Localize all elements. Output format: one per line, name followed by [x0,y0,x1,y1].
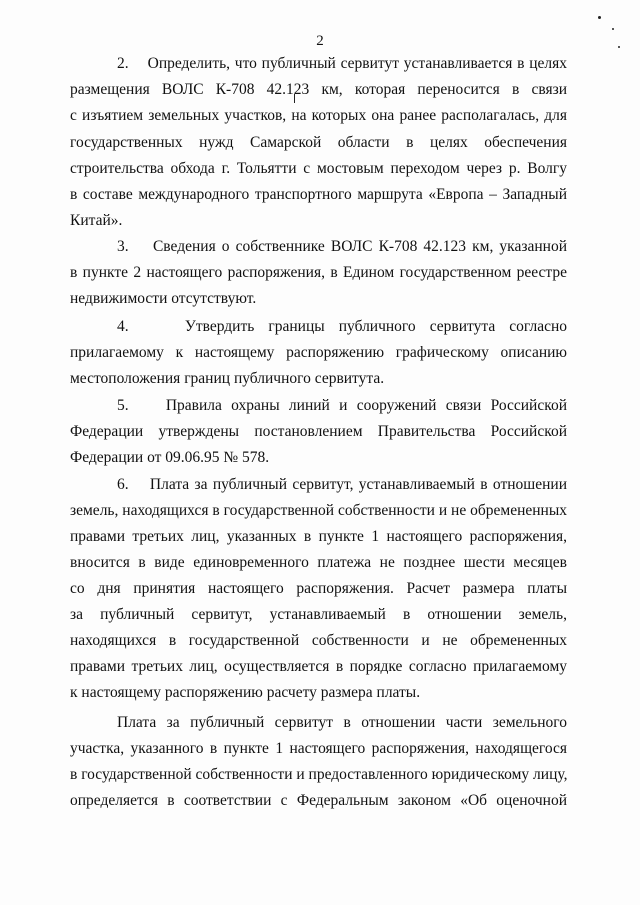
text-line: вносится в виде единовременного платежа не позднее шести месяцев [70,554,567,571]
text-line: размещения ВОЛС К-708 42.123 км, которая переносится в связи [70,81,567,98]
text-line: 4. Утвердить границы публичного сервитута согласно [117,318,567,335]
text-line: строительства обхода г. Тольятти с мостовым переходом через р. Волгу [70,160,567,177]
text-line: 2. Определить, что публичный сервитут устанавливается в целях [117,55,567,72]
text-line: определяется в соответствии с Федеральным законом «Об оценочной [70,792,567,809]
text-line: в составе международного транспортного маршрута «Европа – Западный [70,186,567,203]
text-line: правами третьих лиц, осуществляется в порядке согласно прилагаемому [70,658,567,675]
text-line: земель, находящихся в государственной собственности и не обремененных [70,502,567,519]
text-line: Китай». [70,212,123,229]
text-line: Федерации утверждены постановлением Правительства Российской [70,423,567,440]
text-line: 5. Правила охраны линий и сооружений связи Российской [117,397,567,414]
page-number: 2 [316,33,324,49]
text-line: со дня принятия настоящего распоряжения. Расчет размера платы [70,580,567,597]
text-line: находящихся в государственной собственности и не обремененных [70,632,567,649]
text-line: к настоящему распоряжению расчету размера платы. [70,684,421,701]
text-line: государственных нужд Самарской области в целях обеспечения [70,134,567,151]
text-line: за публичный сервитут, устанавливаемый в отношении земель, [70,606,567,623]
text-line: с изъятием земельных участков, на которых она ранее располагалась, для [70,107,567,124]
text-line: в государственной собственности и предоставленного юридическому лицу, [70,766,568,783]
text-line: недвижимости отсутствуют. [70,290,257,307]
text-line: правами третьих лиц, указанных в пункте 1 настоящего распоряжения, [70,528,567,545]
text-line: в пункте 2 настоящего распоряжения, в Едином государственном реестре [70,264,567,281]
text-line: 6. Плата за публичный сервитут, устанавливаемый в отношении [117,476,567,493]
text-line: Федерации от 09.06.95 № 578. [70,449,270,466]
text-line: прилагаемому к настоящему распоряжению графическому описанию [70,344,567,361]
text-line: местоположения границ публичного сервитута. [70,370,385,387]
text-line: Плата за публичный сервитут в отношении части земельного [117,714,567,731]
text-line: 3. Сведения о собственнике ВОЛС К-708 42.123 км, указанной [117,238,567,255]
text-line: участка, указанного в пункте 1 настоящего распоряжения, находящегося [70,740,567,757]
